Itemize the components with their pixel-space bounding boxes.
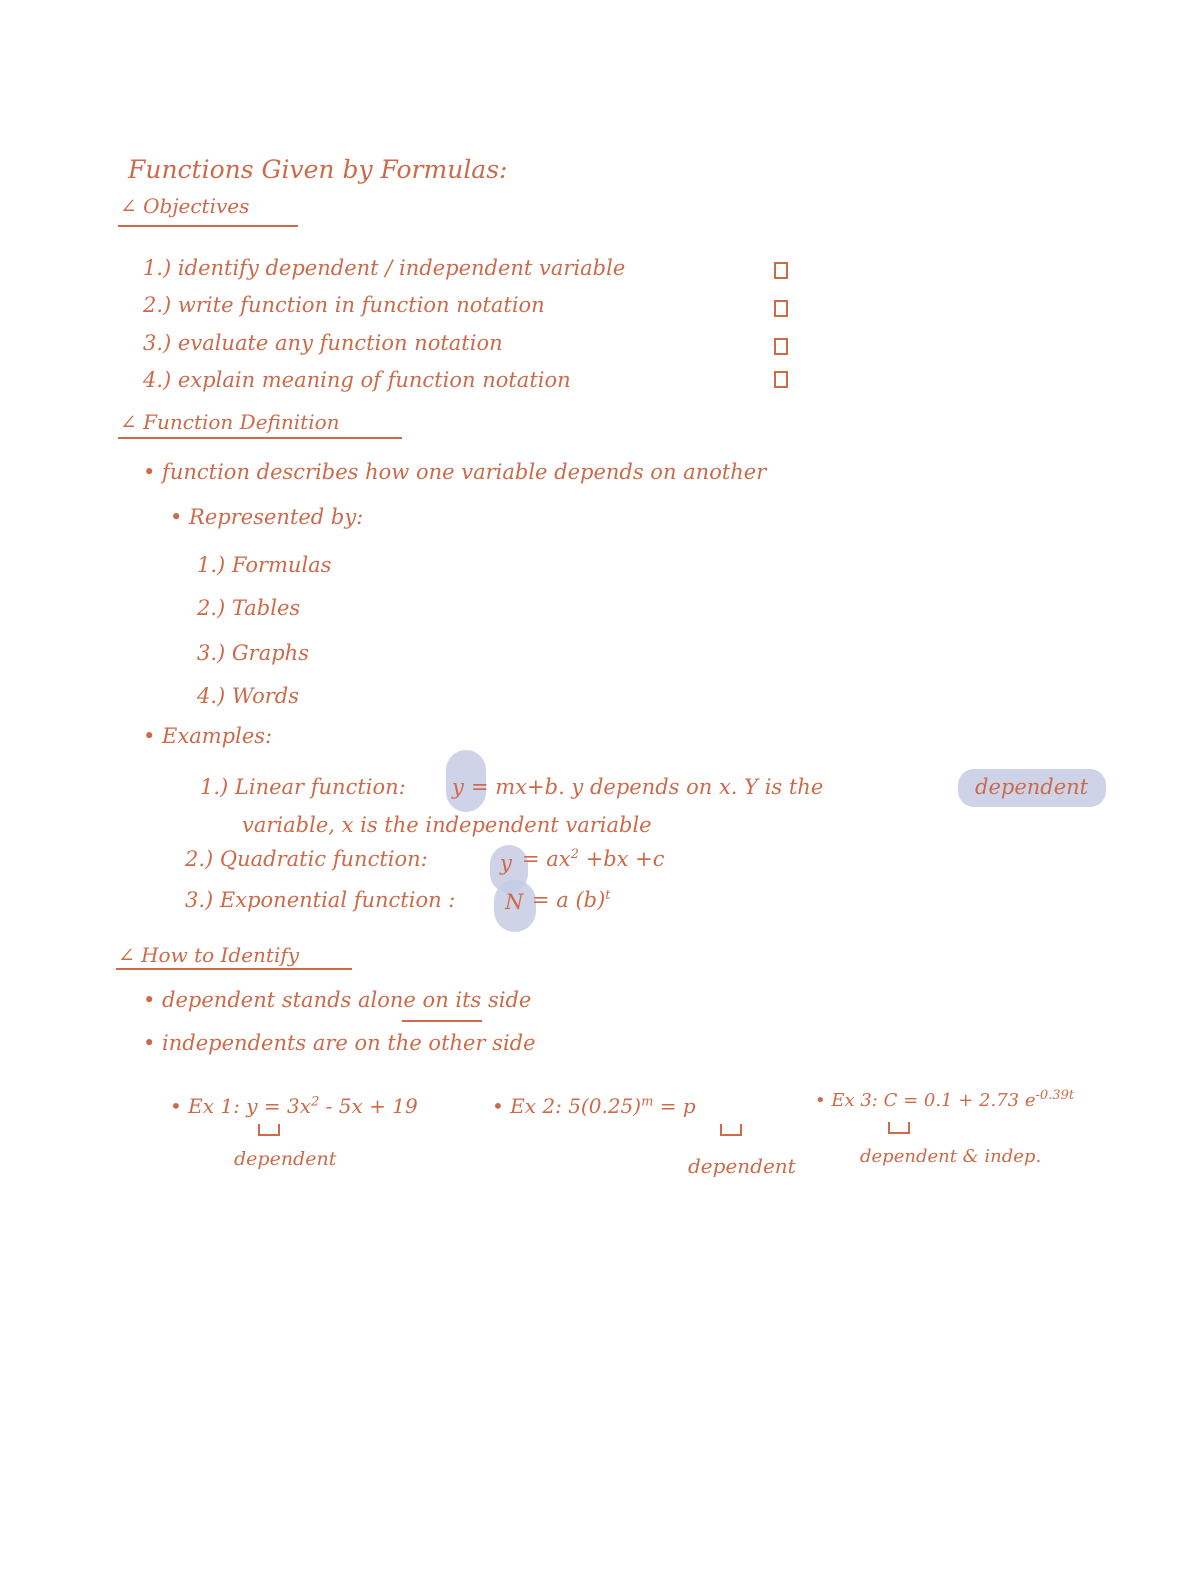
- example-exponential-label: 3.) Exponential function :: [185, 888, 456, 912]
- identify-bullet-1: • dependent stands alone on its side: [143, 988, 532, 1012]
- page-title: Functions Given by Formulas:: [128, 155, 508, 184]
- representation-item: 4.) Words: [197, 684, 299, 708]
- identify-example-2-label: dependent: [688, 1154, 796, 1178]
- examples-bullet: • Examples:: [143, 724, 273, 748]
- dependent-bracket: [888, 1122, 910, 1134]
- alone-word: alone: [358, 988, 416, 1012]
- represented-by-bullet: • Represented by:: [170, 505, 364, 529]
- example-exponential-n: N: [505, 890, 524, 914]
- dependent-bracket: [720, 1124, 742, 1136]
- objective-item-2: 2.) write function in function notation: [143, 293, 545, 317]
- identify-example-3: • Ex 3: C = 0.1 + 2.73 $e^{-0.39t}$: [815, 1088, 1075, 1111]
- section-heading-objectives: ∠ Objectives: [120, 194, 250, 218]
- alone-underline: [402, 1020, 482, 1022]
- objective-checkbox-3[interactable]: [774, 338, 788, 355]
- objective-item-4: 4.) explain meaning of function notation: [143, 368, 571, 392]
- objective-checkbox-4[interactable]: [774, 371, 788, 388]
- identify-example-1: • Ex 1: $y = 3x^2 - 5x + 19$: [170, 1094, 418, 1118]
- objective-item-1: 1.) identify dependent / independent variable: [143, 256, 626, 280]
- objective-checkbox-2[interactable]: [774, 300, 788, 317]
- objective-item-3: 3.) evaluate any function notation: [143, 331, 503, 355]
- representation-item: 1.) Formulas: [197, 553, 332, 577]
- definition-bullet: • function describes how one variable depends on another: [143, 460, 767, 484]
- example-linear-equation: = mx+b. y depends on x. Y is the: [471, 775, 824, 799]
- identify-example-2: • Ex 2: $5(0.25)^m = p$: [492, 1094, 696, 1118]
- example-linear-y: y: [452, 775, 464, 799]
- section-underline: [116, 968, 352, 970]
- identify-example-1-label: dependent: [234, 1148, 337, 1170]
- dependent-bracket: [258, 1124, 280, 1136]
- example-quadratic-equation: = $ax^2 +bx +c$: [522, 847, 665, 871]
- example-exponential-equation: = a $(b)^t$: [532, 888, 611, 912]
- example-linear-continuation: variable, x is the independent variable: [242, 813, 652, 837]
- example-quadratic-label: 2.) Quadratic function:: [185, 847, 428, 871]
- section-heading-identify: ∠ How to Identify: [118, 943, 300, 967]
- identify-bullet-2: • independents are on the other side: [143, 1031, 536, 1055]
- example-linear-dependent: dependent: [975, 775, 1089, 799]
- section-underline: [118, 225, 298, 227]
- identify-example-3-label: dependent & indep.: [860, 1146, 1042, 1167]
- objective-checkbox-1[interactable]: [774, 262, 788, 279]
- representation-item: 2.) Tables: [197, 596, 301, 620]
- example-quadratic-y: y: [500, 851, 512, 875]
- example-linear-label: 1.) Linear function:: [200, 775, 406, 799]
- representation-item: 3.) Graphs: [197, 641, 309, 665]
- section-underline: [118, 437, 402, 439]
- section-heading-definition: ∠ Function Definition: [120, 410, 340, 434]
